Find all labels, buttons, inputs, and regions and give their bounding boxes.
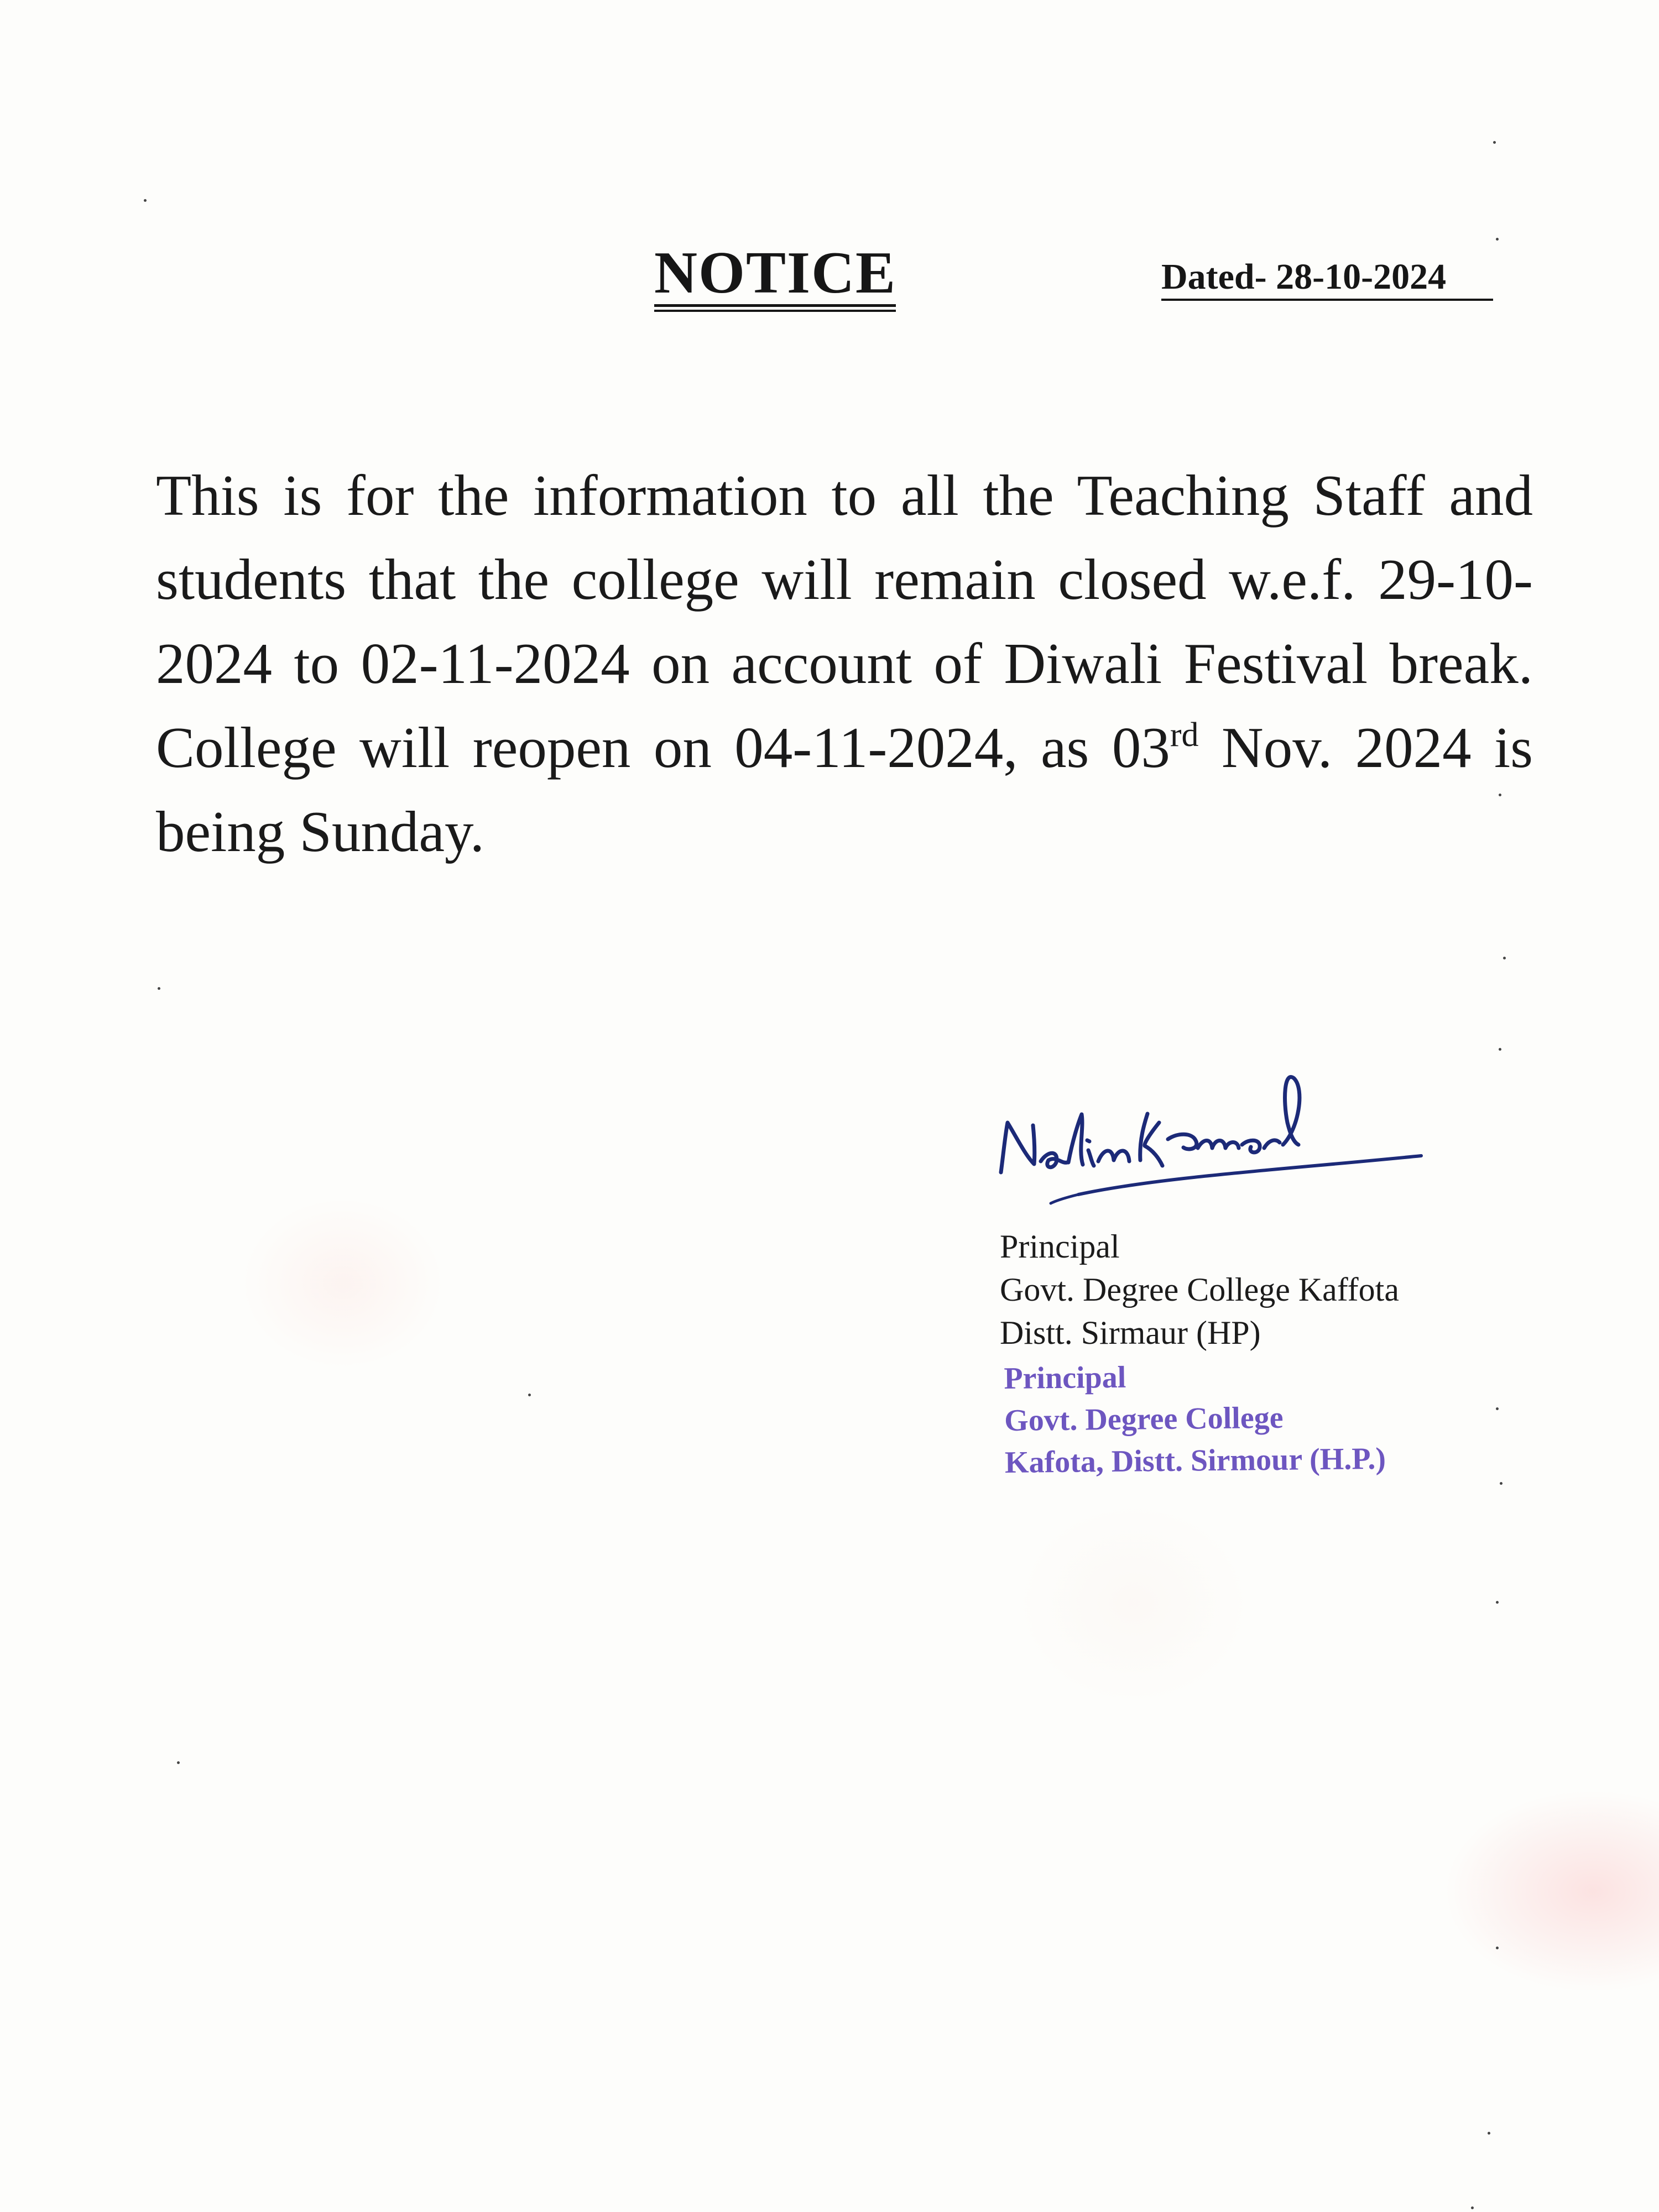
scan-speck — [1488, 2132, 1490, 2135]
scan-speck — [158, 987, 160, 990]
signatory-block — [1000, 1225, 1399, 1354]
signatory-district: Distt. Sirmaur (HP) — [1000, 1314, 1261, 1351]
notice-title-underline — [654, 304, 896, 312]
stamp-line-designation: Principal — [1004, 1360, 1126, 1396]
scan-speck — [1500, 1482, 1503, 1485]
stamp-line-location: Kafota, Distt. Sirmour (H.P.) — [1004, 1441, 1386, 1480]
scan-speck — [144, 199, 147, 202]
notice-body-day-suffix: rd — [1170, 716, 1199, 754]
notice-date-underline — [1161, 299, 1493, 301]
notice-body — [156, 453, 1533, 874]
notice-date: Dated- 28-10-2024 — [1161, 257, 1447, 297]
scan-speck — [1493, 141, 1496, 144]
scan-speck — [1496, 1601, 1499, 1604]
signatory-designation: Principal — [1000, 1228, 1120, 1265]
signatory-institution: Govt. Degree College Kaffota — [1000, 1271, 1399, 1308]
scan-speck — [1471, 2206, 1474, 2209]
notice-body-day: 03 — [1112, 715, 1170, 780]
scan-speck — [528, 1394, 531, 1396]
scan-speck — [1496, 1407, 1499, 1410]
notice-body-main: This is for the information to all the Teaching Staff and students that the college will remain closed w.e.f. 29-10-2024 to 02-11-2024 on account of Diwali Festival break. College will reopen on 04-11-2024, as — [156, 463, 1533, 780]
handwritten-signature — [995, 1067, 1427, 1211]
scan-speck — [1503, 957, 1506, 959]
scan-speck — [177, 1761, 180, 1764]
notice-title: NOTICE — [654, 240, 897, 306]
official-stamp — [1004, 1354, 1386, 1484]
scan-speck — [1496, 1947, 1499, 1949]
notice-body-end: Nov. 2024 is being Sunday. — [156, 715, 1533, 864]
scan-speck — [1496, 238, 1499, 241]
stamp-line-institution: Govt. Degree College — [1004, 1400, 1284, 1438]
scan-speck — [1499, 1048, 1501, 1051]
